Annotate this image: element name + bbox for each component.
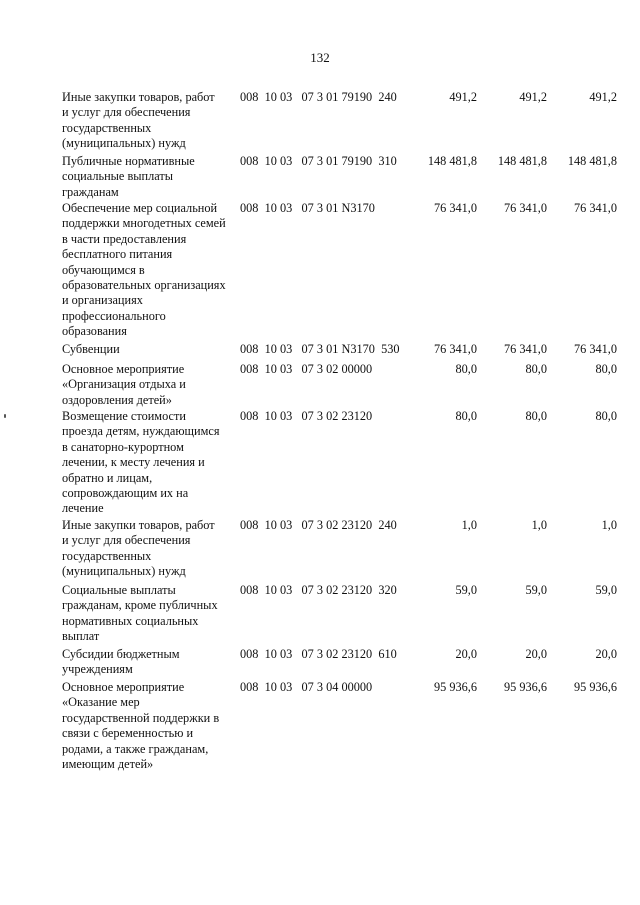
row-code: 008 10 03 07 3 02 00000	[240, 362, 373, 376]
row-value-3: 80,0	[595, 362, 617, 376]
page-number: 132	[310, 50, 330, 65]
row-value-1: 95 936,6	[433, 680, 477, 694]
row-code: 008 10 03 07 3 01 N3170	[240, 201, 375, 215]
row-code: 008 10 03 07 3 02 23120 320	[240, 583, 397, 597]
row-value-2: 20,0	[525, 647, 547, 661]
row-value-2: 80,0	[525, 409, 547, 423]
row-code: 008 10 03 07 3 04 00000	[240, 680, 373, 694]
row-value-3: 148 481,8	[567, 154, 617, 168]
row-code: 008 10 03 07 3 01 79190 310	[240, 154, 397, 168]
row-name: Субвенции	[62, 342, 120, 356]
row-value-1: 59,0	[455, 583, 477, 597]
row-code: 008 10 03 07 3 02 23120 240	[240, 518, 397, 532]
row-value-2: 59,0	[525, 583, 547, 597]
row-value-1: 491,2	[449, 90, 477, 104]
row-value-1: 80,0	[455, 409, 477, 423]
row-value-3: 1,0	[601, 518, 617, 532]
row-value-2: 76 341,0	[503, 201, 547, 215]
row-value-1: 76 341,0	[433, 342, 477, 356]
row-value-3: 491,2	[589, 90, 617, 104]
row-value-2: 76 341,0	[503, 342, 547, 356]
row-code: 008 10 03 07 3 01 N3170 530	[240, 342, 400, 356]
row-code: 008 10 03 07 3 02 23120 610	[240, 647, 397, 661]
row-value-2: 95 936,6	[503, 680, 547, 694]
row-value-3: 80,0	[595, 409, 617, 423]
margin-mark	[4, 414, 6, 418]
row-value-3: 76 341,0	[573, 342, 617, 356]
row-value-3: 59,0	[595, 583, 617, 597]
row-name: Основное мероприятие «Организация отдыха и оздоровления детей»	[62, 362, 186, 407]
row-value-3: 20,0	[595, 647, 617, 661]
row-value-1: 80,0	[455, 362, 477, 376]
row-value-2: 148 481,8	[497, 154, 547, 168]
row-name: Социальные выплаты гражданам, кроме публичных нормативных социальных выплат	[62, 583, 218, 644]
row-name: Основное мероприятие «Оказание мер государственной поддержки в связи с беременностью и родами, а также гражданам, имеющим детей»	[62, 680, 220, 772]
row-code: 008 10 03 07 3 02 23120	[240, 409, 373, 423]
row-name: Иные закупки товаров, работ и услуг для обеспечения государственных (муниципальных) нужд	[62, 90, 215, 151]
row-name: Публичные нормативные социальные выплаты гражданам	[62, 154, 195, 199]
row-value-1: 76 341,0	[433, 201, 477, 215]
row-value-2: 80,0	[525, 362, 547, 376]
row-value-1: 20,0	[455, 647, 477, 661]
row-value-3: 76 341,0	[573, 201, 617, 215]
row-name: Обеспечение мер социальной поддержки многодетных семей в части предоставления бесплатного питания обучающимся в образовательных организациях и организациях профессионального образования	[62, 201, 226, 339]
row-code: 008 10 03 07 3 01 79190 240	[240, 90, 397, 104]
row-value-1: 148 481,8	[427, 154, 477, 168]
row-value-2: 491,2	[519, 90, 547, 104]
row-value-1: 1,0	[461, 518, 477, 532]
row-name: Иные закупки товаров, работ и услуг для обеспечения государственных (муниципальных) нужд	[62, 518, 215, 579]
row-name: Субсидии бюджетным учреждениям	[62, 647, 180, 677]
row-value-3: 95 936,6	[573, 680, 617, 694]
row-name: Возмещение стоимости проезда детям, нуждающимся в санаторно-курортном лечении, к месту лечения и обратно и лицам, сопровождающим их на лечение	[62, 409, 220, 516]
row-value-2: 1,0	[531, 518, 547, 532]
